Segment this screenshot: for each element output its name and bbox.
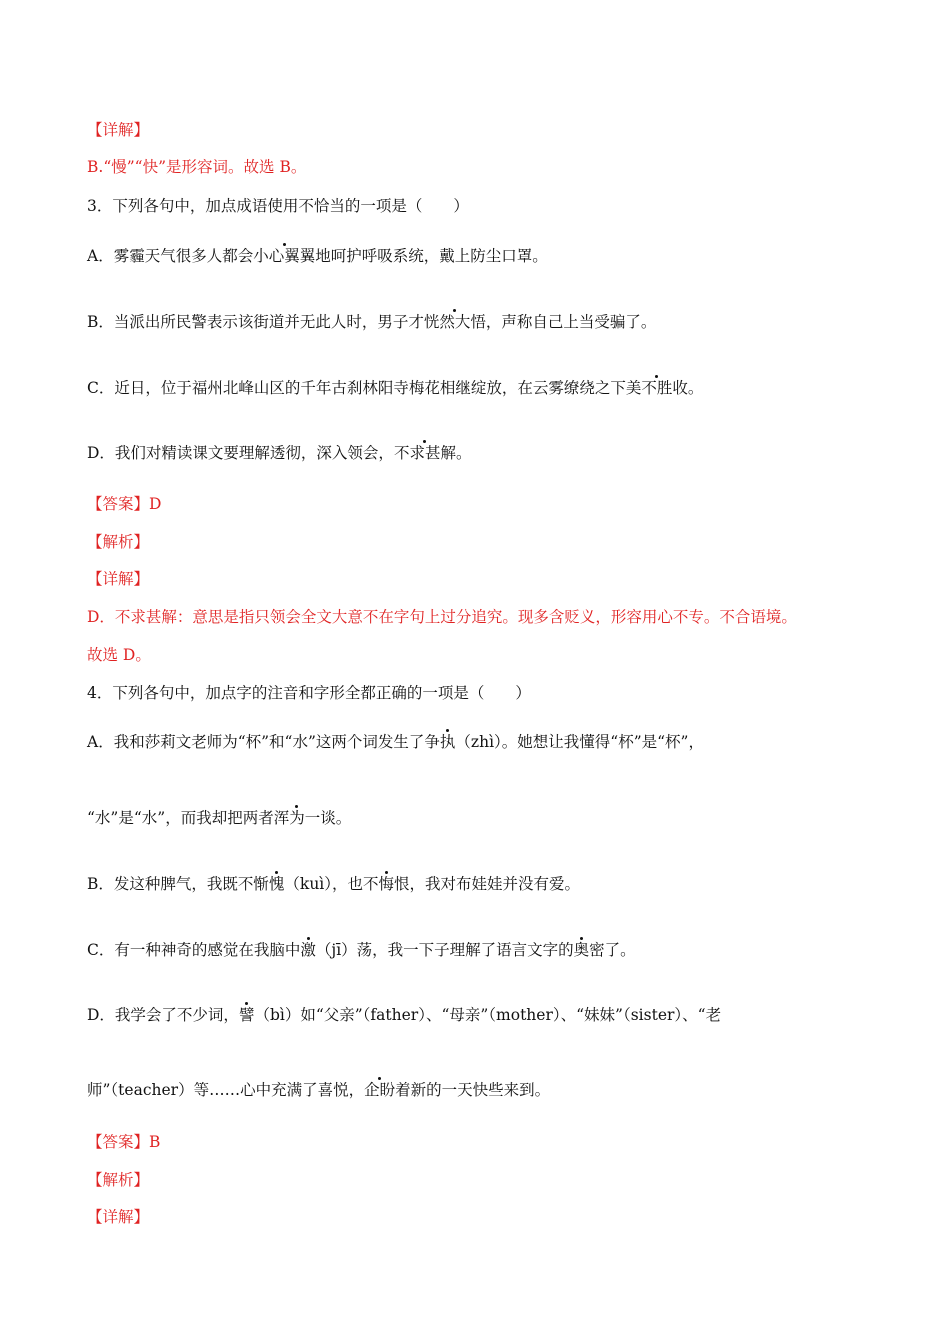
q3-option-a — [87, 246, 548, 266]
q4-d2-dotted: 企盼 — [364, 1081, 396, 1099]
q4-d2-post: 着新的一天快些来到。 — [395, 1081, 551, 1099]
q4-a2-pre: “水”是“水”，而我却把两者 — [87, 809, 274, 827]
question-3-stem: 3．下列各句中，加点成语使用不恰当的一项是（ ） — [87, 197, 469, 215]
q3-detail-line2: 故选 D。 — [87, 646, 151, 664]
q4-b-dotted-1: 愧 — [268, 875, 285, 893]
q3-c-post: 。 — [687, 379, 704, 397]
q4-answer-label: 【答案】 — [87, 1133, 150, 1151]
q3-c-dotted: 美不胜收 — [625, 379, 688, 397]
q4-option-a — [87, 732, 704, 752]
q4-answer — [87, 1132, 160, 1152]
q4-option-a-cont — [87, 808, 351, 828]
q4-a-pre: A．我和莎莉文老师为“杯”和“水”这两个词发生了争 — [87, 733, 440, 751]
q3-detail-label: 【详解】 — [87, 570, 150, 588]
q3-answer-value: D — [149, 495, 162, 513]
q4-a-dotted-1: 执 — [439, 733, 456, 751]
q3-c-pre: C．近日，位于福州北峰山区的千年古刹林阳寺梅花相继绽放，在云雾缭绕之下 — [87, 379, 626, 397]
q4-c-post: 密了。 — [589, 941, 636, 959]
q3-a-dotted: 小心翼翼 — [253, 247, 316, 265]
q4-d2-pre: 师”（teacher）等……心中充满了喜悦， — [87, 1081, 365, 1099]
q4-b-mid: （kuì），也不 — [284, 875, 379, 893]
q3-option-d — [87, 443, 471, 463]
q4-b-pre: B．发这种脾气，我既不惭 — [87, 875, 269, 893]
q4-c-dotted-1: 激 — [300, 941, 316, 959]
q4-b-post: 恨，我对布娃娃并没有爱。 — [394, 875, 581, 893]
q3-b-post: ，声称自己上当受骗了。 — [485, 313, 657, 331]
q4-c-pre: C．有一种神奇的感觉在我脑中 — [87, 941, 301, 959]
q4-c-dotted-2: 奥 — [573, 941, 590, 959]
q4-option-c — [87, 940, 636, 960]
q4-answer-value: B — [149, 1133, 161, 1151]
q3-option-b — [87, 312, 656, 332]
q4-d-post: （bì）如“父亲”（father）、“母亲”（mother）、“妹妹”（sister）、“老 — [254, 1006, 722, 1024]
q4-option-d-cont — [87, 1080, 550, 1100]
q3-d-post: 。 — [455, 444, 472, 462]
q4-detail-label: 【详解】 — [87, 1208, 150, 1226]
q4-option-d — [87, 1005, 721, 1025]
q3-d-dotted: 不求甚解 — [393, 444, 456, 462]
q4-analysis-label: 【解析】 — [87, 1171, 150, 1189]
q3-a-pre: A．雾霾天气很多人都会 — [87, 247, 254, 265]
q3-answer-label: 【答案】 — [87, 495, 150, 513]
q3-b-pre: B．当派出所民警表示该街道并无此人时，男子才 — [87, 313, 424, 331]
q4-d-pre: D．我学会了不少词， — [87, 1006, 239, 1024]
detail-text: B.“慢”“快”是形容词。故选 B。 — [87, 158, 307, 176]
q4-b-dotted-2: 悔 — [378, 875, 395, 893]
q3-option-c — [87, 378, 703, 398]
q4-d-dotted-1: 譬 — [238, 1006, 255, 1024]
q3-detail-line1: D．不求甚解：意思是指只领会全文大意不在字句上过分追究。现多含贬义，形容用心不专。不合语境。 — [87, 608, 797, 626]
q4-a2-post: 谈。 — [320, 809, 352, 827]
q3-answer — [87, 494, 161, 514]
detail-label: 【详解】 — [87, 121, 150, 139]
q4-a-mid: （zhì）。她想让我懂得“杯”是“杯”， — [455, 733, 704, 751]
q4-option-b — [87, 874, 580, 894]
q3-a-post: 地呵护呼吸系统，戴上防尘口罩。 — [315, 247, 548, 265]
q3-d-pre: D．我们对精读课文要理解透彻，深入领会， — [87, 444, 394, 462]
q3-b-dotted: 恍然大悟 — [423, 313, 486, 331]
q4-c-mid: （jī）荡，我一下子理解了语言文字的 — [315, 941, 574, 959]
q3-analysis-label: 【解析】 — [87, 533, 150, 551]
question-4-stem: 4．下列各句中，加点字的注音和字形全都正确的一项是（ ） — [87, 684, 531, 702]
q4-a2-dotted: 浑为一 — [273, 809, 321, 827]
